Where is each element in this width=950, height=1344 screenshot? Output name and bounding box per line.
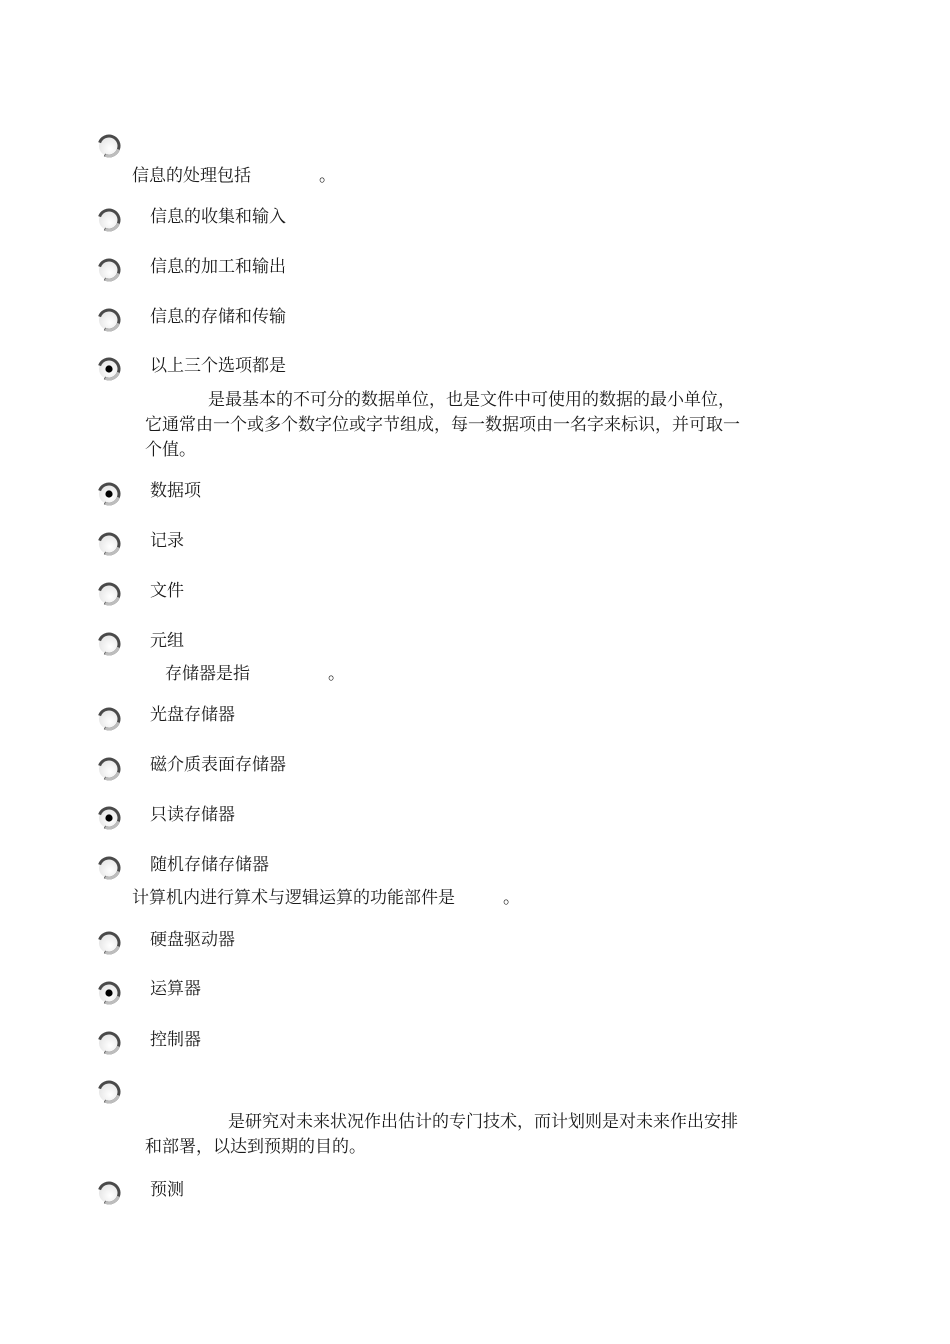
radio-option-2c[interactable] (96, 581, 122, 607)
radio-option-1d-selected[interactable] (96, 356, 122, 382)
option-label: 硬盘驱动器 (150, 930, 235, 950)
radio-option-4a[interactable] (96, 930, 122, 956)
question-text: 信息的处理包括 (132, 166, 251, 186)
option-label: 信息的收集和输入 (150, 207, 286, 227)
radio-option-2d[interactable] (96, 631, 122, 657)
radio-option-5a[interactable] (96, 1180, 122, 1206)
question-period: 。 (328, 664, 345, 684)
radio-option-4c[interactable] (96, 1030, 122, 1056)
radio-button-empty[interactable] (96, 133, 122, 159)
radio-option-3d[interactable] (96, 855, 122, 881)
question-stem-1 (132, 164, 336, 189)
radio-option-2b[interactable] (96, 531, 122, 557)
option-label: 文件 (150, 581, 184, 601)
option-label: 信息的存储和传输 (150, 307, 286, 327)
option-label: 数据项 (150, 481, 201, 501)
radio-option-1b[interactable] (96, 257, 122, 283)
radio-option-3b[interactable] (96, 756, 122, 782)
radio-option-3a[interactable] (96, 706, 122, 732)
option-label: 光盘存储器 (150, 705, 235, 725)
question-period: 。 (319, 166, 336, 186)
radio-option-1a[interactable] (96, 207, 122, 233)
question-text: 计算机内进行算术与逻辑运算的功能部件是 (132, 888, 455, 908)
question-stem-5-line2: 和部署，以达到预期的目的。 (145, 1137, 366, 1157)
radio-option-1c[interactable] (96, 307, 122, 333)
option-label: 信息的加工和输出 (150, 257, 286, 277)
option-label: 运算器 (150, 979, 201, 999)
option-label: 以上三个选项都是 (150, 356, 286, 376)
radio-option-2a-selected[interactable] (96, 481, 122, 507)
question-stem-5-line1: 是研究对未来状况作出估计的专门技术，而计划则是对未来作出安排 (228, 1112, 738, 1132)
question-text: 存储器是指 (165, 664, 250, 684)
option-label: 记录 (150, 531, 184, 551)
option-label: 元组 (150, 631, 184, 651)
radio-option-4b-selected[interactable] (96, 980, 122, 1006)
question-stem-4 (132, 886, 520, 911)
option-label: 磁介质表面存储器 (150, 755, 286, 775)
question-period: 。 (503, 888, 520, 908)
option-label: 预测 (150, 1180, 184, 1200)
question-stem-2-line1: 是最基本的不可分的数据单位，也是文件中可使用的数据的最小单位， (208, 390, 735, 410)
option-label: 控制器 (150, 1030, 201, 1050)
option-label: 只读存储器 (150, 805, 235, 825)
radio-option-4d[interactable] (96, 1079, 122, 1105)
question-stem-2-line3: 个值。 (145, 440, 196, 460)
question-stem-2-line2: 它通常由一个或多个数字位或字节组成，每一数据项由一名字来标识，并可取一 (145, 415, 740, 435)
radio-option-3c-selected[interactable] (96, 805, 122, 831)
option-label: 随机存储存储器 (150, 855, 269, 875)
question-stem-3 (165, 662, 345, 687)
